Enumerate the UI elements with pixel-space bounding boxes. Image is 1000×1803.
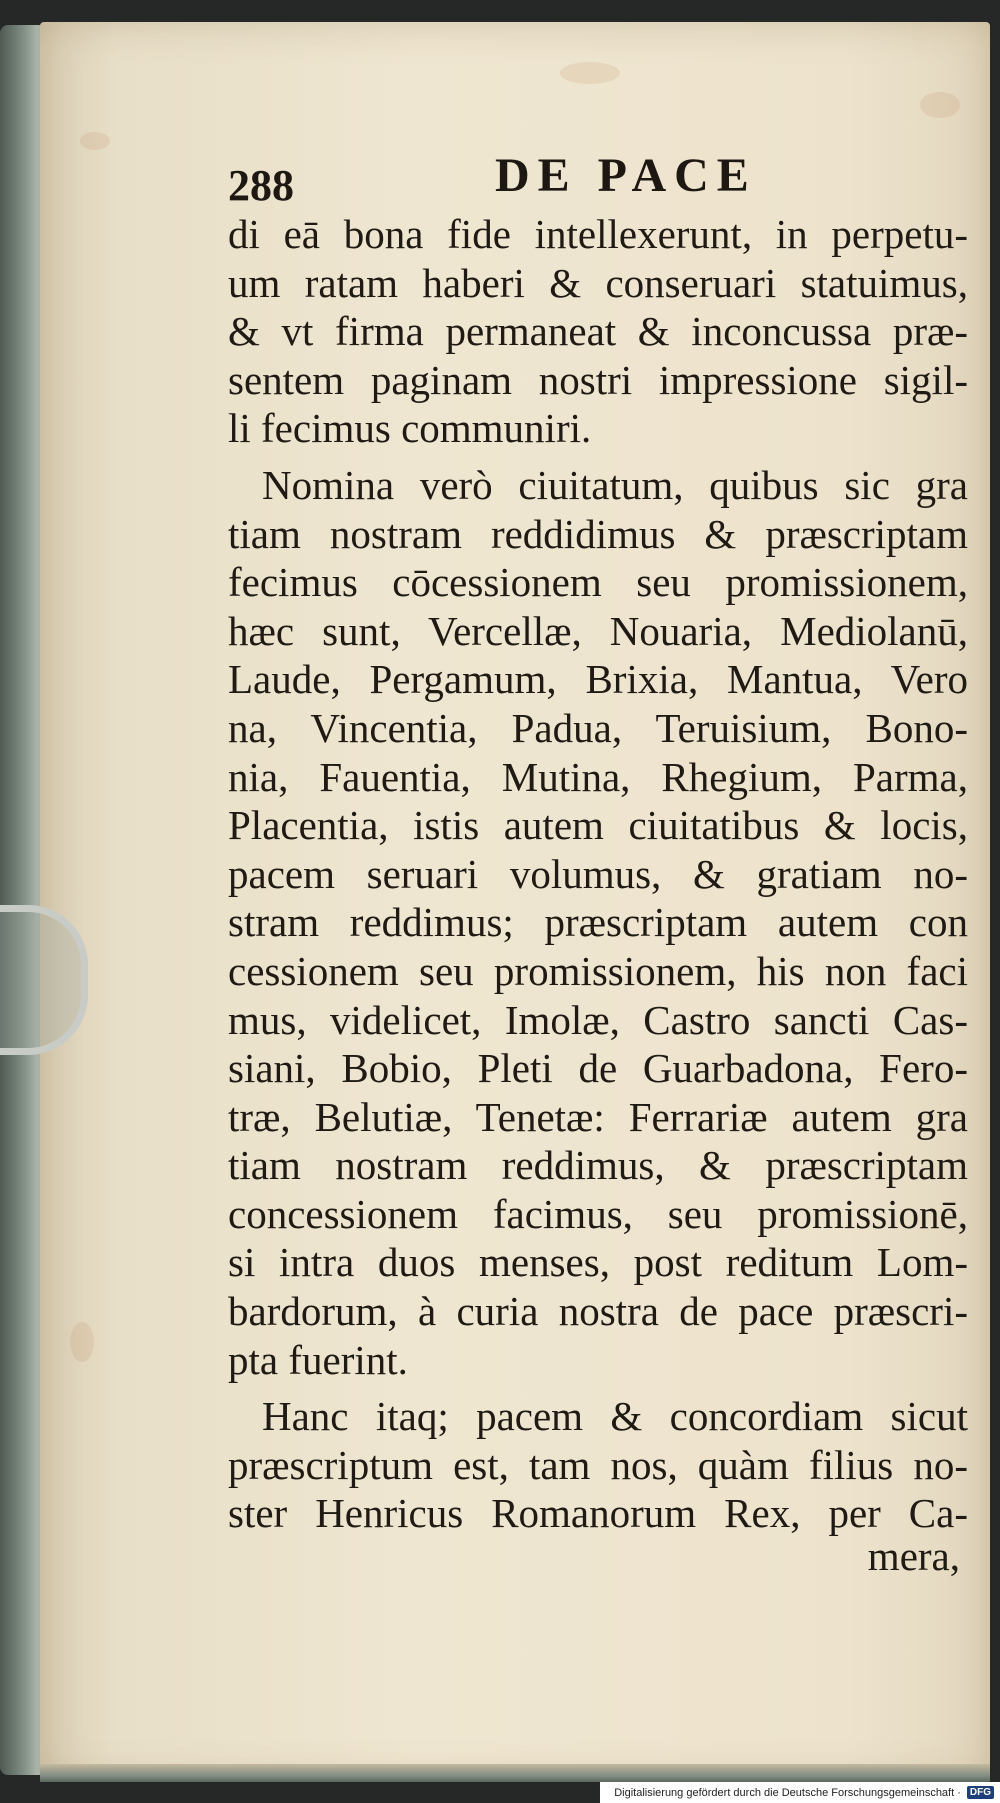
text-line: cessionem seu promissionem, his non faci: [228, 947, 968, 994]
text-line: pacem seruari volumus, & gratiam no-: [228, 850, 968, 897]
running-head: DE PACE: [495, 149, 757, 202]
text-line: um ratam haberi & conseruari statuimus,: [228, 259, 968, 306]
catchword: mera,: [867, 1533, 960, 1579]
text-line: træ, Belutiæ, Tenetæ: Ferrariæ autem gra: [228, 1093, 968, 1140]
text-line: Laude, Pergamum, Brixia, Mantua, Vero: [228, 656, 968, 703]
paper-stain: [80, 132, 110, 150]
text-line: mus, videlicet, Imolæ, Castro sancti Cas-: [228, 996, 968, 1043]
page-number: 288: [228, 161, 294, 210]
text-line: hæc sunt, Vercellæ, Nouaria, Mediolanū,: [228, 607, 968, 654]
text-line: sentem paginam nostri impressione sigil-: [228, 356, 968, 403]
book-bottom-edge: [40, 1764, 990, 1782]
body-text: [228, 210, 968, 1538]
text-line: nia, Fauentia, Mutina, Rhegium, Parma,: [228, 753, 968, 800]
text-line: Hanc itaq; pacem & concordiam sicut: [262, 1393, 968, 1440]
text-line: siani, Bobio, Pleti de Guarbadona, Fero-: [228, 1045, 968, 1092]
paper-stain: [560, 62, 620, 84]
text-line: si intra duos menses, post reditum Lom-: [228, 1239, 968, 1286]
text-line: stram reddimus; præscriptam autem con: [228, 899, 968, 946]
text-line: li fecimus communiri.: [228, 405, 592, 452]
text-line: bardorum, à curia nostra de pace præscri-: [228, 1288, 968, 1335]
text-line: fecimus cōcessionem seu promissionem,: [228, 559, 968, 606]
credit-text: Digitalisierung gefördert durch die Deutsche Forschungsgemeinschaft ·: [614, 1786, 961, 1799]
text-line: Nomina verò ciuitatum, quibus sic gra: [262, 461, 968, 508]
text-line: Placentia, istis autem ciuitatibus & locis,: [228, 802, 968, 849]
text-line: ster Henricus Romanorum Rex, per Ca-: [228, 1490, 968, 1537]
book-clasp: [0, 905, 88, 1055]
text-line: tiam nostram reddidimus & præscriptam: [228, 510, 968, 557]
text-line: pta fuerint.: [228, 1336, 408, 1383]
text-line: di eā bona fide intellexerunt, in perpetu-: [228, 211, 968, 257]
dfg-logo: DFG: [967, 1786, 994, 1799]
text-line: præscriptum est, tam nos, quàm filius no-: [228, 1441, 968, 1488]
text-line: concessionem facimus, seu promissionē,: [228, 1190, 968, 1237]
paper-stain: [70, 1322, 94, 1362]
text-line: & vt firma permaneat & inconcussa præ-: [228, 308, 968, 355]
text-line: tiam nostram reddimus, & præscriptam: [228, 1142, 968, 1189]
paper-stain: [920, 92, 960, 118]
digitization-credit: [600, 1782, 1000, 1803]
text-line: na, Vincentia, Padua, Teruisium, Bono-: [228, 704, 968, 751]
